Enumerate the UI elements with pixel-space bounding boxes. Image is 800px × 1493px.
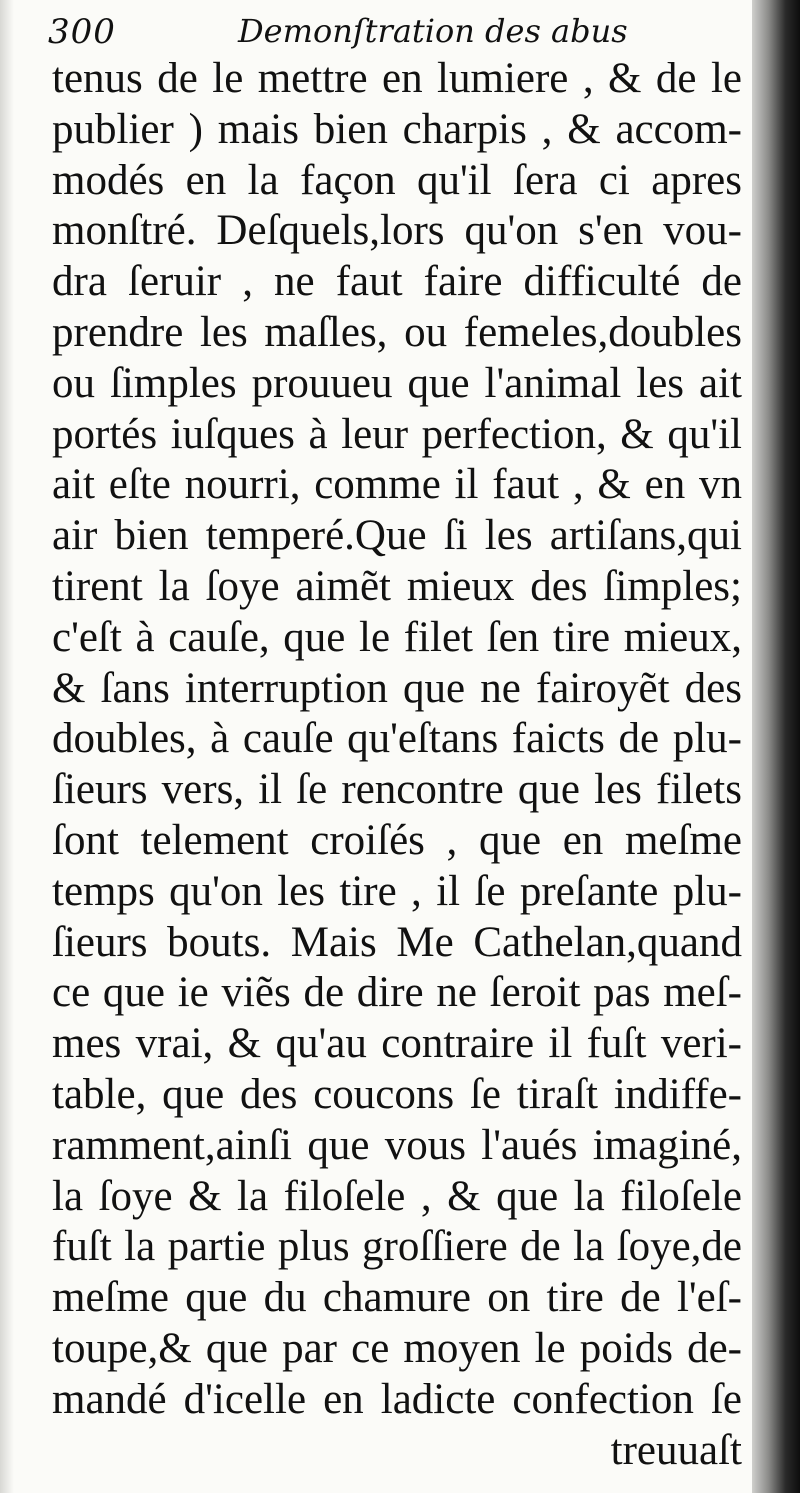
page-left-edge	[0, 0, 14, 1493]
text-line: mes vrai, & qu'au contraire il fuſt veri-	[52, 1020, 742, 1068]
text-line: fuſt la partie plus groſſiere de la ſoye,de	[52, 1223, 742, 1271]
text-line: mandé d'icelle en ladicte confection ſe	[52, 1375, 742, 1423]
text-line: table, que des coucons ſe tiraſt indiffe-	[52, 1070, 742, 1118]
text-line: & ſans interruption que ne fairoyẽt des	[52, 664, 742, 712]
book-gutter-shadow	[752, 0, 800, 1493]
text-line: toupe,& que par ce moyen le poids de-	[52, 1324, 742, 1372]
text-line: monſtré. Deſquels,lors qu'on s'en vou-	[52, 207, 742, 255]
text-line: temps qu'on les tire , il ſe preſante plu-	[52, 867, 742, 915]
catchword: treuuaſt	[610, 1426, 742, 1474]
text-line: portés iuſques à leur perfection, & qu'il	[52, 410, 742, 458]
page-number: 300	[48, 12, 116, 52]
text-line: modés en la façon qu'il ſera ci apres	[52, 156, 742, 204]
text-line: publier ) mais bien charpis , & accom-	[52, 105, 742, 153]
text-line: air bien temperé.Que ſi les artiſans,qui	[52, 512, 742, 560]
text-line: ce que ie viẽs de dire ne ſeroit pas meſ-	[52, 969, 742, 1017]
text-line: meſme que du chamure on tire de l'eſ-	[52, 1274, 742, 1322]
text-line: ſieurs vers, il ſe rencontre que les filets	[52, 766, 742, 814]
text-line: ou ſimples prouueu que l'animal les ait	[52, 359, 742, 407]
text-line: dra ſeruir , ne faut faire difficulté de	[52, 258, 742, 306]
text-line: ſieurs bouts. Mais Me Cathelan,quand	[52, 918, 742, 966]
body-text	[52, 54, 742, 1476]
text-line: ait eſte nourri, comme il faut , & en vn	[52, 461, 742, 509]
text-line: c'eſt à cauſe, que le filet ſen tire mieux,	[52, 613, 742, 661]
text-line: tenus de le mettre en lumiere , & de le	[52, 55, 742, 102]
text-line: prendre les maſles, ou femeles,doubles	[52, 308, 742, 356]
page-header	[48, 10, 708, 60]
text-line: ramment,ainſi que vous l'aués imaginé,	[52, 1121, 742, 1169]
text-line: la ſoye & la filoſele , & que la filoſele	[52, 1172, 742, 1220]
text-line: doubles, à cauſe qu'eſtans faicts de plu-	[52, 715, 742, 763]
running-head: Demonſtration des abus	[238, 12, 628, 50]
text-line: ſont telement croiſés , que en meſme	[52, 816, 742, 864]
text-line: tirent la ſoye aimẽt mieux des ſimples;	[52, 562, 742, 610]
